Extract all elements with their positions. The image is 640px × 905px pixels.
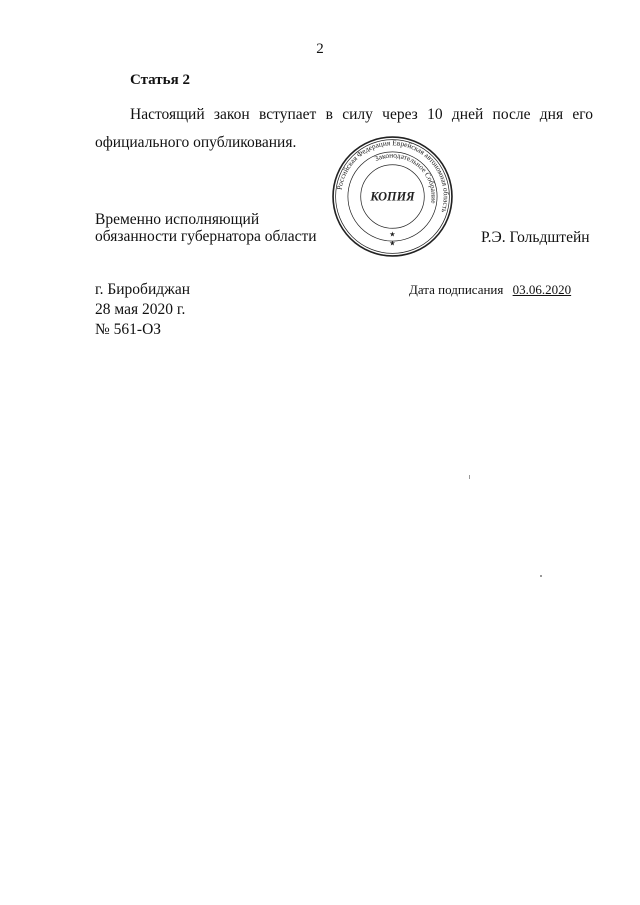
article-title: Статья 2 xyxy=(130,72,190,88)
law-date: 28 мая 2020 г. xyxy=(95,301,186,318)
paragraph-line-1: Настоящий закон вступает в силу через 10 дней после дня его xyxy=(130,106,593,123)
seal-star-icon: ★ xyxy=(389,230,396,239)
page-number: 2 xyxy=(316,41,324,57)
seal-star-icon-2: ★ xyxy=(389,239,396,248)
signing-date-label: Дата подписания xyxy=(409,282,504,297)
seal-inner-text: Законодательное Собрание xyxy=(373,150,439,205)
city: г. Биробиджан xyxy=(95,281,191,298)
signatory-title-line-2: обязанности губернатора области xyxy=(95,228,317,245)
seal-ring-text: Российская Федерация Еврейская автономная область xyxy=(334,138,451,214)
paragraph-line-2: официального опубликования. xyxy=(95,134,297,151)
signing-date-block xyxy=(409,282,571,298)
law-number: № 561-ОЗ xyxy=(95,321,162,338)
signing-date-value: 03.06.2020 xyxy=(512,282,572,297)
scan-speck xyxy=(540,575,542,577)
signatory-title-line-1: Временно исполняющий xyxy=(95,211,260,228)
scan-speck xyxy=(469,475,470,479)
seal-center-text: КОПИЯ xyxy=(370,189,415,204)
signatory-name: Р.Э. Гольдштейн xyxy=(481,229,590,246)
official-seal xyxy=(331,135,454,258)
